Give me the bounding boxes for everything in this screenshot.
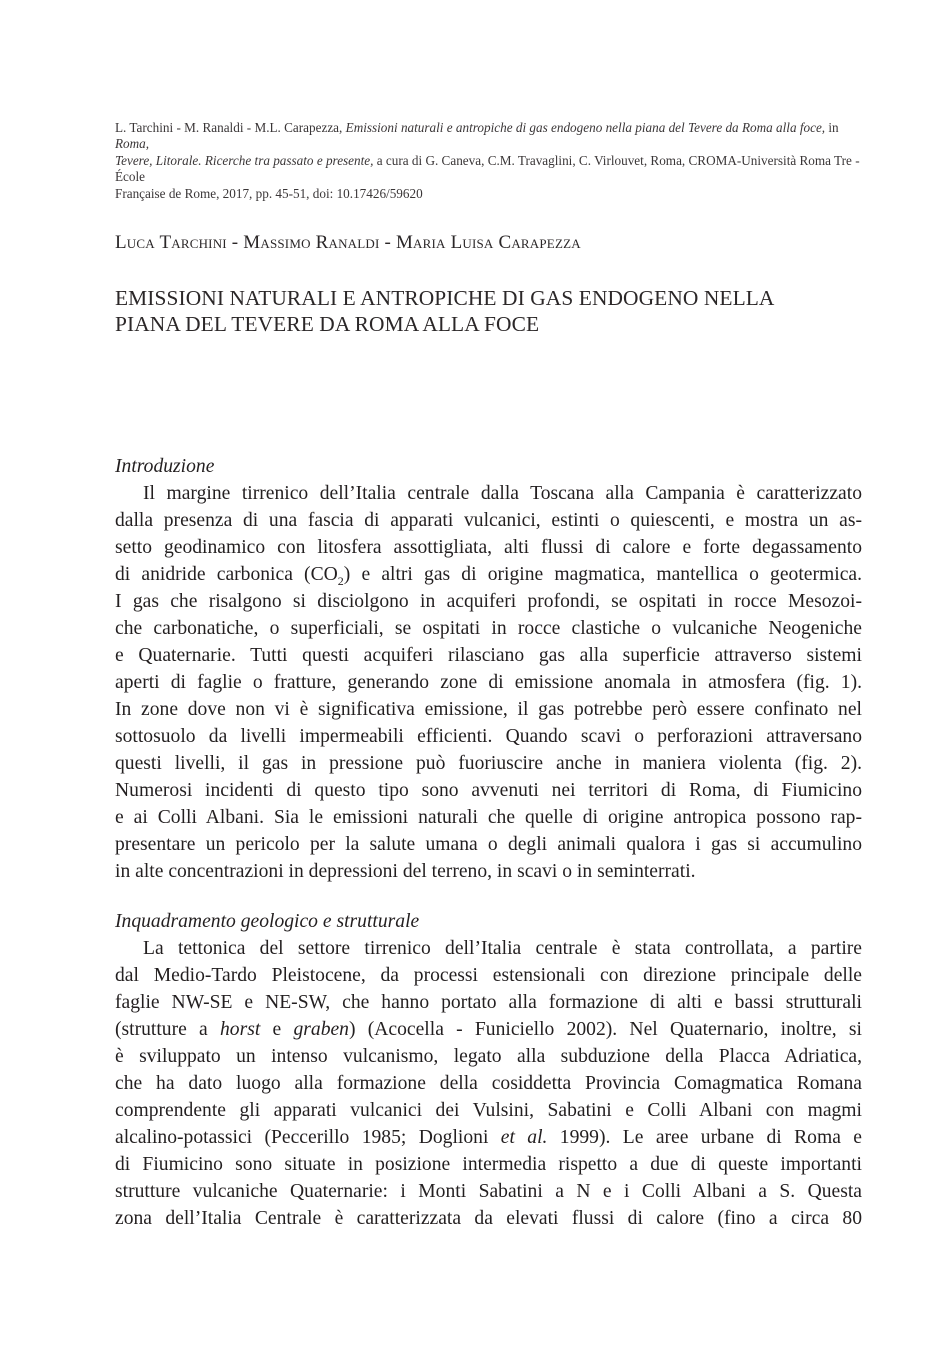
citation-book-title-cont: Tevere, Litorale. Ricerche tra passato e presente, (115, 152, 374, 168)
title-line: EMISSIONI NATURALI E ANTROPICHE DI GAS ENDOGENO NELLA (115, 286, 775, 310)
text-line: dal Medio-Tardo Pleistocene, da processi estensionali con direzione principale delle (115, 965, 862, 986)
citation-authors: L. Tarchini - M. Ranaldi - M.L. Carapezza, (115, 120, 346, 135)
text-line: in alte concentrazioni in depressioni del terreno, in scavi o in seminterrati. (115, 861, 696, 882)
text-line: (strutture a horst e graben) (Acocella - Funiciello 2002). Nel Quaternario, inoltre, si (115, 1019, 862, 1040)
text-line: che ha dato luogo alla formazione della cosiddetta Provincia Comagmatica Romana (115, 1073, 862, 1094)
text-line: dalla presenza di una fascia di apparati vulcanici, estinti o quiescenti, e mostra un as- (115, 510, 862, 531)
text-line: I gas che risalgono si disciolgono in acquiferi profondi, se ospitati in rocce Mesozoi- (115, 591, 862, 612)
text-line: zona dell’Italia Centrale è caratterizzata da elevati flussi di calore (fino a circa 80 (115, 1208, 862, 1229)
text-line: e Quaternarie. Tutti questi acquiferi rilasciano gas alla superficie attraverso sistemi (115, 645, 862, 666)
text-line: aperti di faglie o fratture, generando zone di emissione anomala in atmosfera (fig. 1). (115, 672, 862, 693)
text-line: Il margine tirrenico dell’Italia centrale dalla Toscana alla Campania è caratterizzato (143, 483, 862, 504)
text-line: questi livelli, il gas in pressione può fuoriuscire anche in maniera violenta (fig. 2). (115, 753, 862, 774)
citation (115, 120, 862, 202)
section-heading: Inquadramento geologico e strutturale (115, 911, 420, 932)
text-line: presentare un pericolo per la salute umana o degli animali qualora i gas si accumulino (115, 834, 862, 855)
section-introduzione (115, 453, 862, 885)
citation-book-title: Roma, (115, 136, 150, 152)
text-line: alcalino-potassici (Peccerillo 1985; Doglioni et al. 1999). Le aree urbane di Roma e (115, 1127, 862, 1148)
text-line: è sviluppato un intenso vulcanismo, legato alla subduzione della Placca Adriatica, (115, 1046, 862, 1067)
text-line: setto geodinamico con litosfera assottigliata, alti flussi di calore e forte degassamento (115, 537, 862, 558)
text-line: comprendente gli apparati vulcanici dei Vulsini, Sabatini e Colli Albani con magmi (115, 1100, 862, 1121)
citation-line-2: Tevere, Litorale. Ricerche tra passato e presente, a cura di G. Caneva, C.M. Travaglini, C. Virlouvet, Roma, CROMA-Università Roma Tre - École (115, 152, 860, 185)
text-line: di Fiumicino sono situate in posizione intermedia rispetto a due di queste importanti (115, 1154, 862, 1175)
text-line: La tettonica del settore tirrenico dell’Italia centrale è stata controllata, a partire (143, 938, 862, 959)
text-line: faglie NW-SE e NE-SW, che hanno portato alla formazione di alti e bassi strutturali (115, 992, 862, 1013)
text-line: di anidride carbonica $(CO_2)$ e altri gas di origine magmatica, mantellica o geotermica. (115, 564, 862, 588)
text-line: strutture vulcaniche Quaternarie: i Monti Sabatini a N e i Colli Albani a S. Questa (115, 1181, 862, 1202)
text-line: In zone dove non vi è significativa emissione, il gas potrebbe però essere confinato nel (115, 699, 862, 720)
section-inquadramento (115, 908, 862, 1232)
article-title (115, 285, 875, 337)
text-line: Numerosi incidenti di questo tipo sono avvenuti nei territori di Roma, di Fiumicino (115, 780, 862, 801)
article-authors: Luca Tarchini - Massimo Ranaldi - Maria Luisa Carapezza (115, 232, 581, 253)
citation-article-title: Emissioni naturali e antropiche di gas endogeno nella piana del Tevere da Roma alla foce, (345, 120, 826, 135)
text-line: e ai Colli Albani. Sia le emissioni naturali che quelle di origine antropica possono rap- (115, 807, 862, 828)
citation-line-3: Française de Rome, 2017, pp. 45-51, doi: 10.17426/59620 (115, 185, 423, 201)
title-line: PIANA DEL TEVERE DA ROMA ALLA FOCE (115, 312, 540, 336)
citation-line-1: L. Tarchini - M. Ranaldi - M.L. Carapezza, Emissioni naturali e antropiche di gas endogeno nella piana del Tevere da Roma alla foce, in Roma, (115, 120, 839, 152)
subscript: 2 (337, 573, 344, 588)
text-line: sottosuolo da livelli impermeabili efficienti. Quando scavi o perforazioni attraversano (115, 726, 862, 747)
text-line: che carbonatiche, o superficiali, se ospitati in rocce clastiche o vulcaniche Neogeniche (115, 618, 862, 639)
section-heading: Introduzione (115, 456, 215, 477)
